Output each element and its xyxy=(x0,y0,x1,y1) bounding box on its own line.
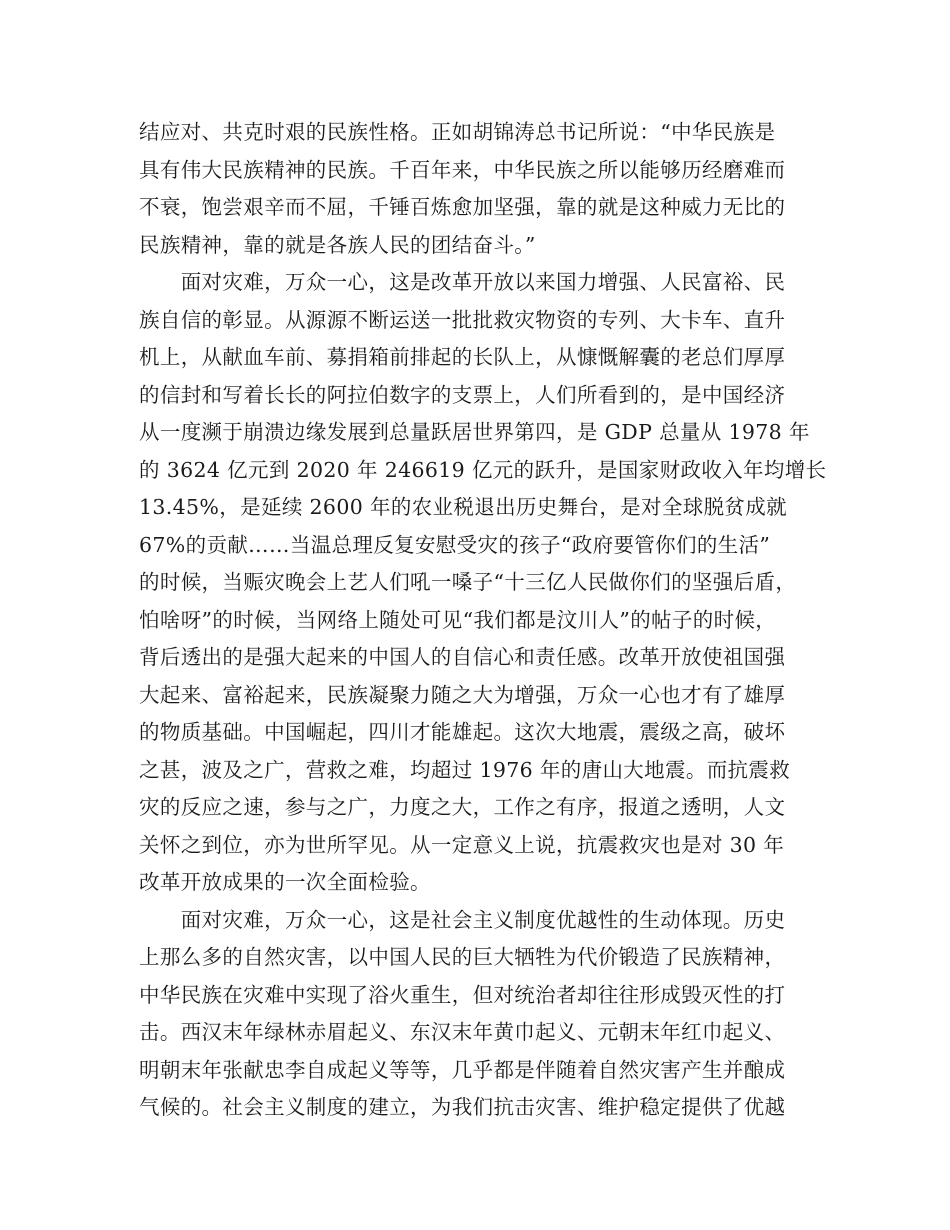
text-line: 具有伟大民族精神的民族。千百年来，中华民族之所以能够历经磨难而 xyxy=(139,157,786,182)
text-line: 13.45%，是延续 2600 年的农业税退出历史舞台，是对全球脱贫成就 xyxy=(139,495,787,519)
text-line: 不衰，饱尝艰辛而不屈，千锤百炼愈加坚强，靠的就是这种威力无比的 xyxy=(139,195,786,219)
text-line: 面对灾难，万众一心，这是社会主义制度优越性的生动体现。历史 xyxy=(139,907,786,932)
text-line: 关怀之到位，亦为世所罕见。从一定意义上说，抗震救灾也是对 30 年 xyxy=(139,832,785,857)
text-line: 机上，从献血车前、募捐箱前排起的长队上，从慷慨解囊的老总们厚厚 xyxy=(139,345,786,369)
text-line: 明朝末年张献忠李自成起义等等，几乎都是伴随着自然灾害产生并酿成 xyxy=(139,1057,786,1082)
text-line: 大起来、富裕起来，民族凝聚力随之大为增强，万众一心也才有了雄厚 xyxy=(139,682,786,707)
text-line: 的物质基础。中国崛起，四川才能雄起。这次大地震，震级之高，破坏 xyxy=(139,720,786,744)
text-line: 的时候，当赈灾晚会上艺人们吼一嗓子“十三亿人民做你们的坚强后盾， xyxy=(139,570,797,594)
text-line: 中华民族在灾难中实现了浴火重生，但对统治者却往往形成毁灭性的打 xyxy=(139,982,786,1007)
text-line: 之甚，波及之广，营救之难，均超过 1976 年的唐山大地震。而抗震救 xyxy=(139,757,791,782)
text-line: 族自信的彰显。从源源不断运送一批批救灾物资的专列、大卡车、直升 xyxy=(139,307,786,332)
text-line: 怕啥呀”的时候，当网络上随处可见“我们都是汶川人”的帖子的时候， xyxy=(139,607,777,632)
text-line: 击。西汉末年绿林赤眉起义、东汉末年黄巾起义、元朝末年红巾起义、 xyxy=(139,1020,786,1044)
text-line: 上那么多的自然灾害，以中国人民的巨大牺牲为代价锻造了民族精神， xyxy=(139,945,786,969)
text-line: 从一度濒于崩溃边缘发展到总量跃居世界第四，是 GDP 总量从 1978 年 xyxy=(139,420,810,444)
text-line: 气候的。社会主义制度的建立，为我们抗击灾害、维护稳定提供了优越 xyxy=(139,1095,786,1119)
text-line: 67%的贡献……当温总理反复安慰受灾的孩子“政府要管你们的生活” xyxy=(139,532,771,557)
text-line: 的信封和写着长长的阿拉伯数字的支票上，人们所看到的，是中国经济 xyxy=(139,382,786,407)
text-line: 的 3624 亿元到 2020 年 246619 亿元的跃升，是国家财政收入年均增长 xyxy=(139,457,827,482)
text-line: 灾的反应之速，参与之广，力度之大，工作之有序，报道之透明，人文 xyxy=(139,795,786,819)
text-line: 改革开放成果的一次全面检验。 xyxy=(139,870,431,894)
body-text xyxy=(139,114,829,1127)
text-line: 背后透出的是强大起来的中国人的自信心和责任感。改革开放使祖国强 xyxy=(139,645,786,669)
text-line: 民族精神，靠的就是各族人民的团结奋斗。” xyxy=(139,232,536,257)
text-line: 面对灾难，万众一心，这是改革开放以来国力增强、人民富裕、民 xyxy=(139,270,786,294)
text-line: 结应对、共克时艰的民族性格。正如胡锦涛总书记所说：“中华民族是 xyxy=(139,120,776,144)
